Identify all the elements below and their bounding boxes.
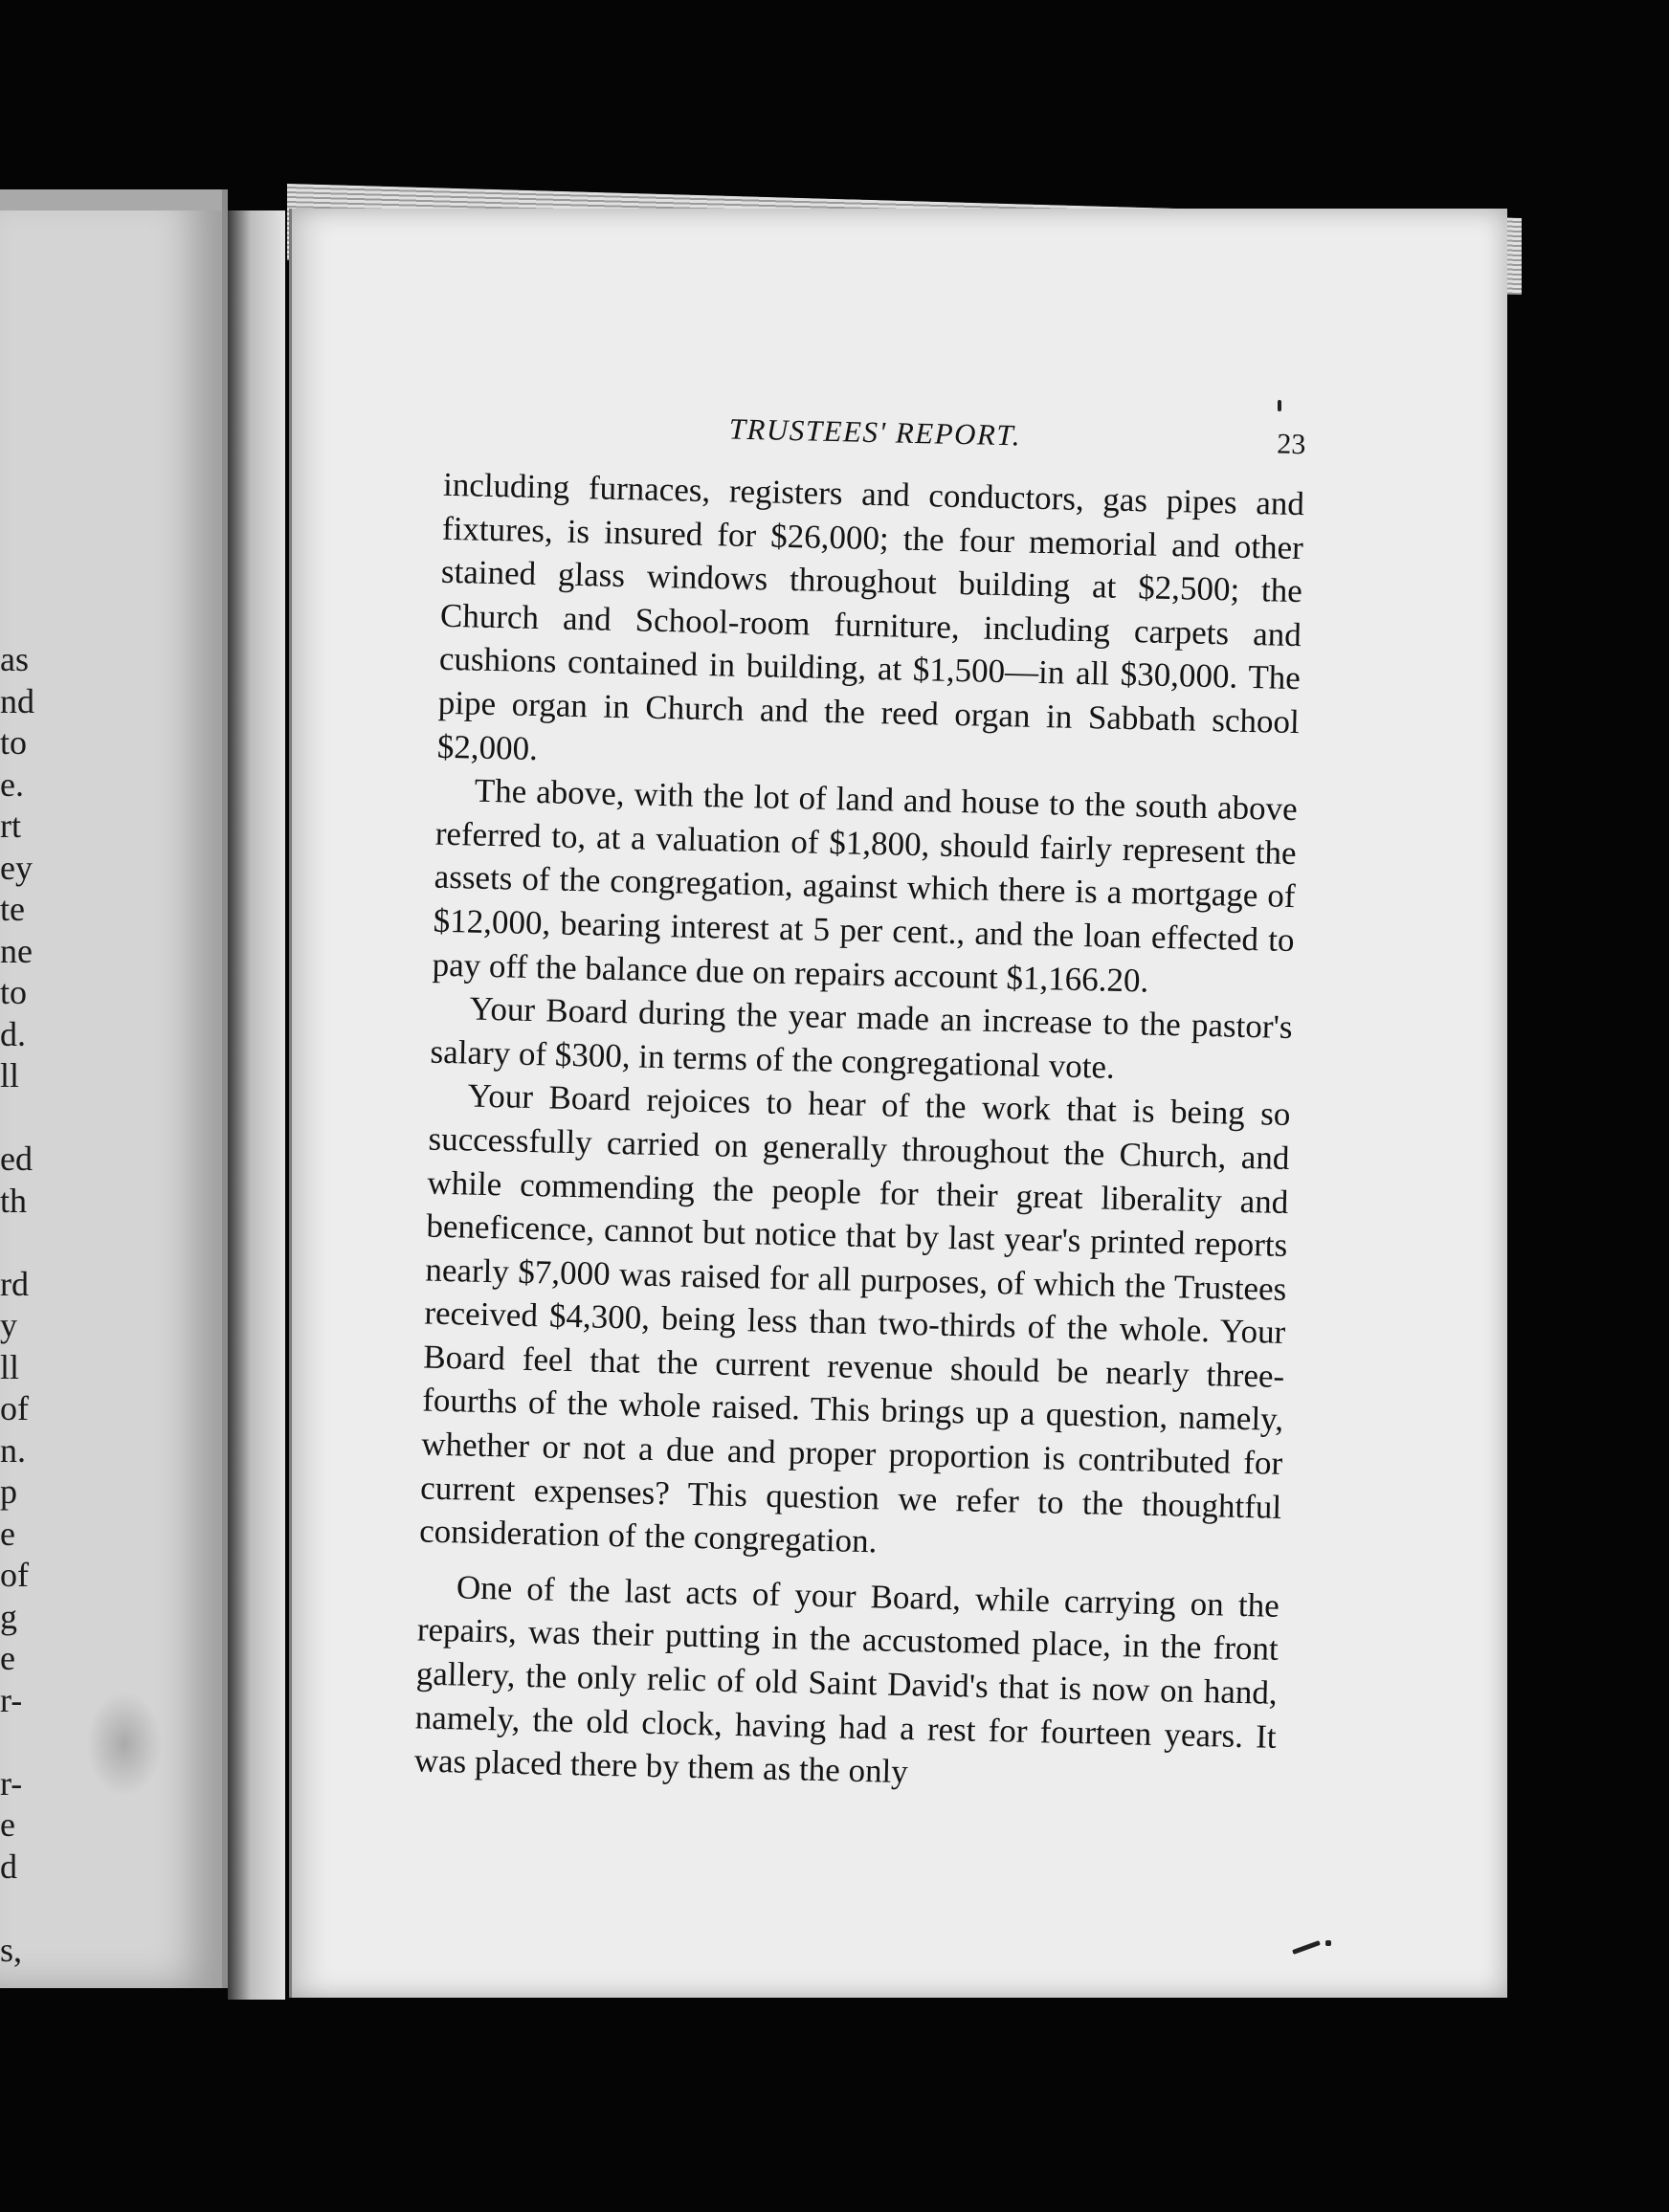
left-fragment-line: r- <box>0 1680 23 1719</box>
left-fragment-line: to <box>0 973 28 1011</box>
left-page-text-fragments <box>0 639 34 1971</box>
left-fragment-line: ll <box>0 1056 20 1095</box>
paragraph-3: Your Board during the year made an increase to the pastor's salary of $300, in terms of the congregational vote. <box>430 989 1293 1086</box>
left-fragment-line: s, <box>0 1930 23 1969</box>
running-title: TRUSTEES' REPORT. <box>728 411 1022 453</box>
left-fragment-line: g <box>0 1597 17 1636</box>
running-header <box>444 400 1306 473</box>
left-fragment-line <box>0 1721 29 1763</box>
dust-speck <box>1278 400 1281 411</box>
left-fragment-line: p <box>0 1472 17 1511</box>
left-fragment-line: te <box>0 890 25 928</box>
left-fragment-line: ne <box>0 931 33 970</box>
left-fragment-line: n. <box>0 1430 26 1470</box>
paragraph-5: One of the last acts of your Board, while carrying on the repairs, was their putting in the accustomed place, in the front gallery, the only relic of old Saint David's that is now on hand, namely, the old clock, having had a rest for fourteen years. It was placed there by them as the only <box>413 1568 1280 1791</box>
left-fragment-line: to <box>0 723 28 762</box>
paragraph-2: The above, with the lot of land and house to the south above referred to, at a valuation of $1,800, should fairly represent the assets of the congregation, against which there is a mortgage of $12,000, bearing interest at 5 per cent., and the loan effected to pay off the balance due on repairs account $1,166.20. <box>432 771 1299 1000</box>
right-page <box>289 209 1507 1998</box>
left-fragment-line <box>0 1888 29 1930</box>
left-fragment-line <box>0 1097 29 1139</box>
left-fragment-line: ed <box>0 1139 33 1178</box>
left-fragment-line: y <box>0 1306 17 1344</box>
paragraph-4: Your Board rejoices to hear of the work that is being so successfully carried on generally throughout the Church, and while commending the people for their great liberality and beneficence, cannot but notice that by last year's printed reports nearly $7,000 was raised for all purposes, of which the Trustees received $4,300, being less than two-thirds of the whole. Your Board feel that the current revenue should be nearly three-fourths of the whole raised. This brings up a question, namely, whether or not a due and proper proportion is contributed for current expenses? This question we refer to the thoughtful consideration of the congregation. <box>418 1076 1291 1560</box>
left-fragment-line: th <box>0 1181 28 1220</box>
left-page-smudge <box>86 1692 163 1797</box>
left-fragment-line: as <box>0 640 29 678</box>
left-facing-page <box>0 189 228 1988</box>
left-fragment-line: e <box>0 1805 15 1844</box>
book-gutter <box>228 210 285 2000</box>
left-fragment-line: ll <box>0 1347 20 1386</box>
left-fragment-line: ey <box>0 848 33 887</box>
page-number: 23 <box>1276 428 1306 461</box>
left-fragment-line: d <box>0 1847 17 1886</box>
left-fragment-line: e <box>0 1639 15 1677</box>
paragraph-1: including furnaces, registers and conductors, gas pipes and fixtures, is insured for $26,000; the four memorial and other stained glass windows throughout building at $2,500; the Church and School-room furniture, including carpets and cushions contained in building, at $1,500—in all $30,000. The pipe organ in Church and the reed organ in Sabbath school $2,000. <box>436 465 1305 767</box>
left-fragment-line: rd <box>0 1264 29 1303</box>
left-fragment-line: rt <box>0 807 21 845</box>
dust-speck <box>1325 1940 1331 1946</box>
left-fragment-line: e. <box>0 764 24 804</box>
left-fragment-line: nd <box>0 681 34 720</box>
left-fragment-line: e <box>0 1514 15 1553</box>
left-fragment-line: of <box>0 1389 29 1427</box>
left-fragment-line: r- <box>0 1763 23 1803</box>
dust-speck <box>1292 1940 1321 1955</box>
page-text-block <box>413 400 1306 1803</box>
left-fragment-line <box>0 1222 29 1264</box>
left-fragment-line: of <box>0 1556 29 1594</box>
left-fragment-line: d. <box>0 1014 26 1053</box>
left-page-top-edge <box>0 189 222 210</box>
